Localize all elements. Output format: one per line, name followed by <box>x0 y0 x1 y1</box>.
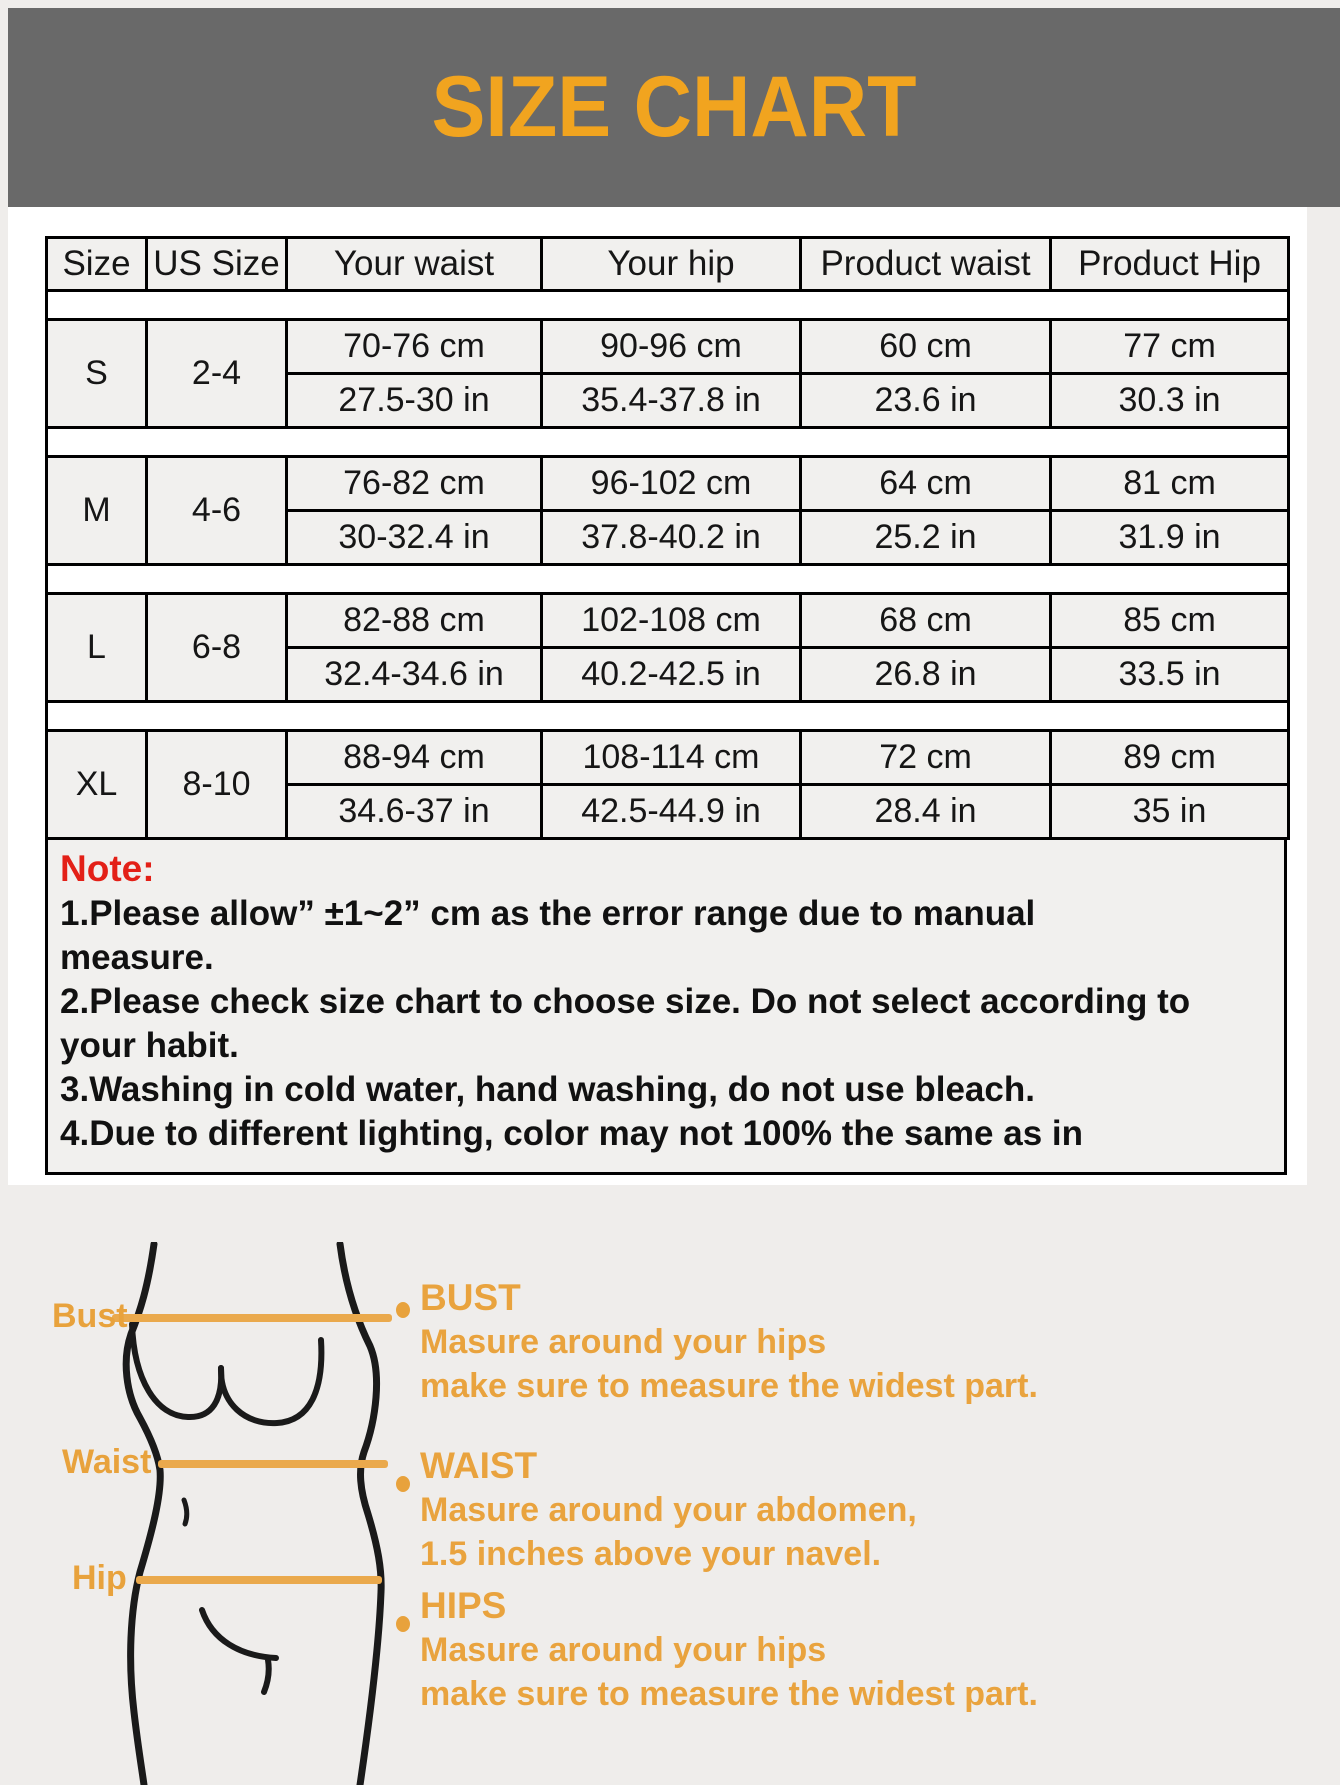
cell-s-pwaist-cm: 60 cm <box>801 320 1051 374</box>
cell-us-size-s: 2-4 <box>147 320 287 428</box>
page-title: SIZE CHART <box>431 59 917 155</box>
hips-instructions <box>420 1584 1038 1716</box>
hips-instruction-line-2: make sure to measure the widest part. <box>420 1675 1038 1713</box>
cell-xl-phip-in: 35 in <box>1051 785 1289 839</box>
navel-mark <box>184 1500 187 1524</box>
note-line-4: 4.Due to different lighting, color may not 100% the same as in <box>60 1114 1083 1153</box>
cell-xl-hip-in: 42.5-44.9 in <box>542 785 801 839</box>
left-breast-curve <box>132 1324 221 1417</box>
bust-heading: BUST <box>420 1277 521 1318</box>
col-header-product-hip: Product Hip <box>1051 238 1289 291</box>
cell-m-waist-cm: 76-82 cm <box>287 457 542 511</box>
cell-s-phip-cm: 77 cm <box>1051 320 1289 374</box>
waist-instruction-line-2: 1.5 inches above your navel. <box>420 1535 882 1573</box>
cell-l-phip-cm: 85 cm <box>1051 594 1289 648</box>
hip-label: Hip <box>72 1559 127 1597</box>
cell-s-phip-in: 30.3 in <box>1051 374 1289 428</box>
cell-s-hip-in: 35.4-37.8 in <box>542 374 801 428</box>
cell-s-waist-cm: 70-76 cm <box>287 320 542 374</box>
cell-us-size-xl: 8-10 <box>147 731 287 839</box>
title-banner <box>8 8 1340 207</box>
notes-heading: Note: <box>60 848 155 889</box>
col-header-your-waist: Your waist <box>287 238 542 291</box>
bikini-curve <box>202 1610 276 1692</box>
table-row-l-cm <box>47 594 1289 648</box>
cell-l-pwaist-in: 26.8 in <box>801 648 1051 702</box>
measuring-guide-section <box>0 1185 1340 1785</box>
hips-bullet-icon <box>396 1616 410 1632</box>
cell-m-pwaist-cm: 64 cm <box>801 457 1051 511</box>
cell-l-hip-cm: 102-108 cm <box>542 594 801 648</box>
cell-xl-pwaist-cm: 72 cm <box>801 731 1051 785</box>
note-line-2b: your habit. <box>60 1026 239 1065</box>
bust-instruction-line-2: make sure to measure the widest part. <box>420 1367 1038 1405</box>
col-header-your-hip: Your hip <box>542 238 801 291</box>
cell-size-s: S <box>47 320 147 428</box>
spacer-row <box>47 702 1289 731</box>
cell-xl-phip-cm: 89 cm <box>1051 731 1289 785</box>
note-line-3: 3.Washing in cold water, hand washing, do not use bleach. <box>60 1070 1035 1109</box>
spacer-row <box>47 291 1289 320</box>
waist-instruction-line-1: Masure around your abdomen, <box>420 1491 917 1529</box>
bust-label: Bust <box>52 1297 128 1335</box>
hips-instruction-line-1: Masure around your hips <box>420 1631 827 1669</box>
body-diagram <box>118 1242 408 1785</box>
cell-xl-waist-cm: 88-94 cm <box>287 731 542 785</box>
note-line-1: 1.Please allow” ±1~2” cm as the error range due to manual <box>60 894 1036 933</box>
bust-measure-line <box>112 1314 392 1322</box>
col-header-us-size: US Size <box>147 238 287 291</box>
cell-xl-hip-cm: 108-114 cm <box>542 731 801 785</box>
bust-instructions <box>420 1276 1038 1408</box>
notes-box <box>45 840 1287 1175</box>
hips-heading: HIPS <box>420 1585 507 1626</box>
cell-l-hip-in: 40.2-42.5 in <box>542 648 801 702</box>
size-table-section <box>45 236 1287 1175</box>
spacer-row <box>47 428 1289 457</box>
cell-size-xl: XL <box>47 731 147 839</box>
cell-s-waist-in: 27.5-30 in <box>287 374 542 428</box>
waist-label: Waist <box>62 1443 152 1481</box>
table-row-m-cm <box>47 457 1289 511</box>
hip-measure-line <box>136 1576 382 1584</box>
bust-instruction-line-1: Masure around your hips <box>420 1323 827 1361</box>
size-table <box>45 236 1290 840</box>
cell-m-pwaist-in: 25.2 in <box>801 511 1051 565</box>
cell-size-l: L <box>47 594 147 702</box>
cell-m-waist-in: 30-32.4 in <box>287 511 542 565</box>
right-breast-curve <box>221 1340 321 1423</box>
cell-xl-waist-in: 34.6-37 in <box>287 785 542 839</box>
torso-right-outline <box>340 1244 381 1785</box>
note-line-2: 2.Please check size chart to choose size. Do not select according to <box>60 982 1191 1021</box>
waist-measure-line <box>158 1460 388 1468</box>
cell-l-waist-cm: 82-88 cm <box>287 594 542 648</box>
cell-us-size-m: 4-6 <box>147 457 287 565</box>
spacer-row <box>47 565 1289 594</box>
cell-us-size-l: 6-8 <box>147 594 287 702</box>
cell-xl-pwaist-in: 28.4 in <box>801 785 1051 839</box>
cell-l-phip-in: 33.5 in <box>1051 648 1289 702</box>
cell-m-phip-cm: 81 cm <box>1051 457 1289 511</box>
cell-m-phip-in: 31.9 in <box>1051 511 1289 565</box>
cell-s-hip-cm: 90-96 cm <box>542 320 801 374</box>
col-header-size: Size <box>47 238 147 291</box>
cell-l-waist-in: 32.4-34.6 in <box>287 648 542 702</box>
note-line-1b: measure. <box>60 938 214 977</box>
waist-heading: WAIST <box>420 1445 538 1486</box>
table-row-xl-cm <box>47 731 1289 785</box>
bust-bullet-icon <box>396 1302 410 1318</box>
cell-l-pwaist-cm: 68 cm <box>801 594 1051 648</box>
table-row-s-cm <box>47 320 1289 374</box>
cell-m-hip-in: 37.8-40.2 in <box>542 511 801 565</box>
waist-instructions <box>420 1444 917 1576</box>
cell-s-pwaist-in: 23.6 in <box>801 374 1051 428</box>
cell-m-hip-cm: 96-102 cm <box>542 457 801 511</box>
table-header-row <box>47 238 1289 291</box>
col-header-product-waist: Product waist <box>801 238 1051 291</box>
waist-bullet-icon <box>396 1476 410 1492</box>
cell-size-m: M <box>47 457 147 565</box>
